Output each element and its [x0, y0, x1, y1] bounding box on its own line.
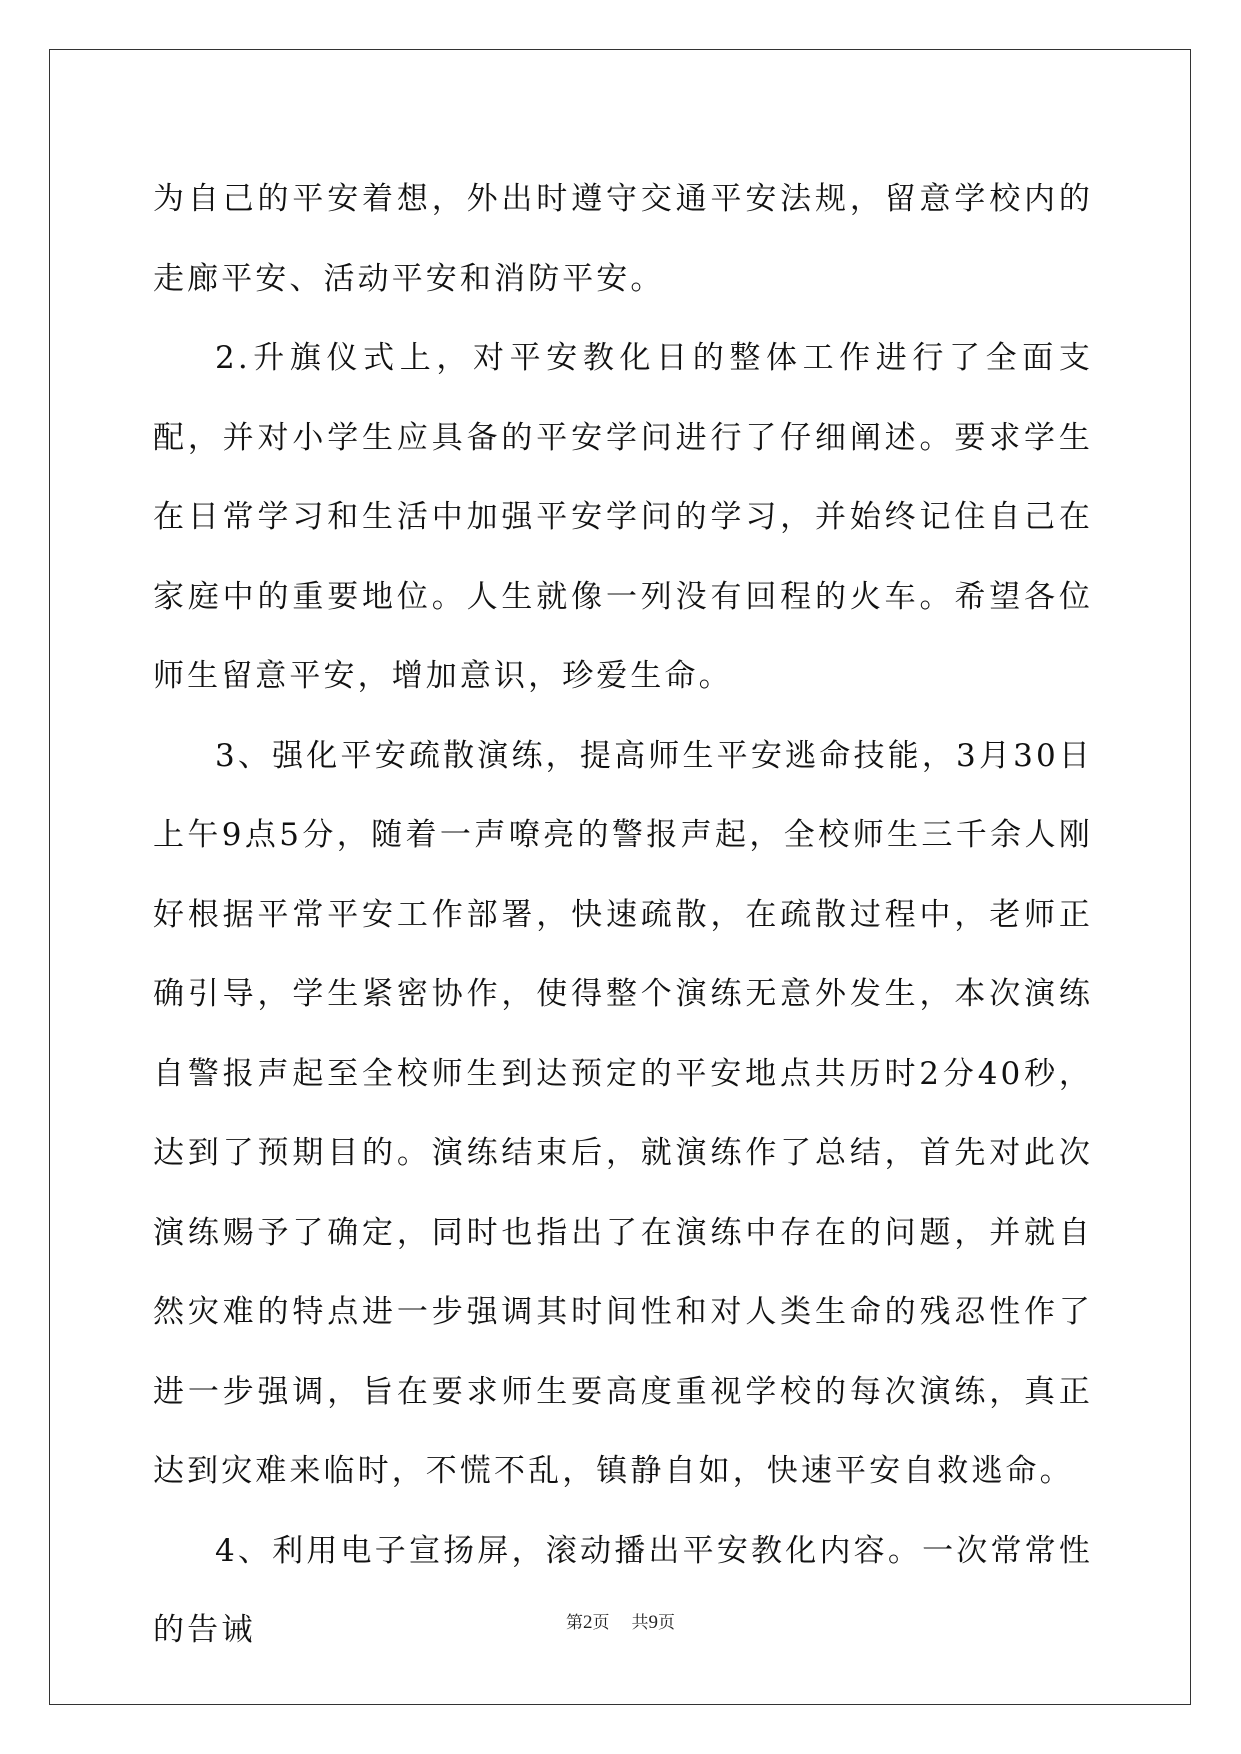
page-number: 2	[583, 1612, 593, 1633]
document-body	[153, 160, 1093, 1671]
total-suffix: 页	[658, 1613, 675, 1633]
page-suffix: 页	[592, 1613, 610, 1633]
paragraph-continuation: 为自己的平安着想，外出时遵守交通平安法规，留意学校内的走廊平安、活动平安和消防平安。	[153, 181, 1093, 297]
total-prefix: 共	[631, 1613, 649, 1633]
page-footer	[0, 1611, 1241, 1635]
paragraph-item-3: 3、强化平安疏散演练，提高师生平安逃命技能，3月30日上午9点5分，随着一声嘹亮的警报声起，全校师生三千余人刚好根据平常平安工作部署，快速疏散，在疏散过程中，老师正确引导，学生紧密协作，使得整个演练无意外发生，本次演练自警报声起至全校师生到达预定的平安地点共历时2分40秒，达到了预期目的。演练结束后，就演练作了总结，首先对此次演练赐予了确定，同时也指出了在演练中存在的问题，并就自然灾难的特点进一步强调其时间性和对人类生命的残忍性作了进一步强调，旨在要求师生要高度重视学校的每次演练，真正达到灾难来临时，不慌不乱，镇静自如，快速平安自救逃命。	[153, 737, 1093, 1489]
page-prefix: 第	[566, 1613, 583, 1633]
total-pages: 9	[648, 1612, 658, 1633]
paragraph-item-4: 4、利用电子宣扬屏，滚动播出平安教化内容。一次常常性的告诫	[153, 1532, 1093, 1648]
paragraph-item-2: 2.升旗仪式上，对平安教化日的整体工作进行了全面支配，并对小学生应具备的平安学问进行了仔细阐述。要求学生在日常学习和生活中加强平安学问的学习，并始终记住自己在家庭中的重要地位。人生就像一列没有回程的火车。希望各位师生留意平安，增加意识，珍爱生命。	[153, 340, 1093, 694]
